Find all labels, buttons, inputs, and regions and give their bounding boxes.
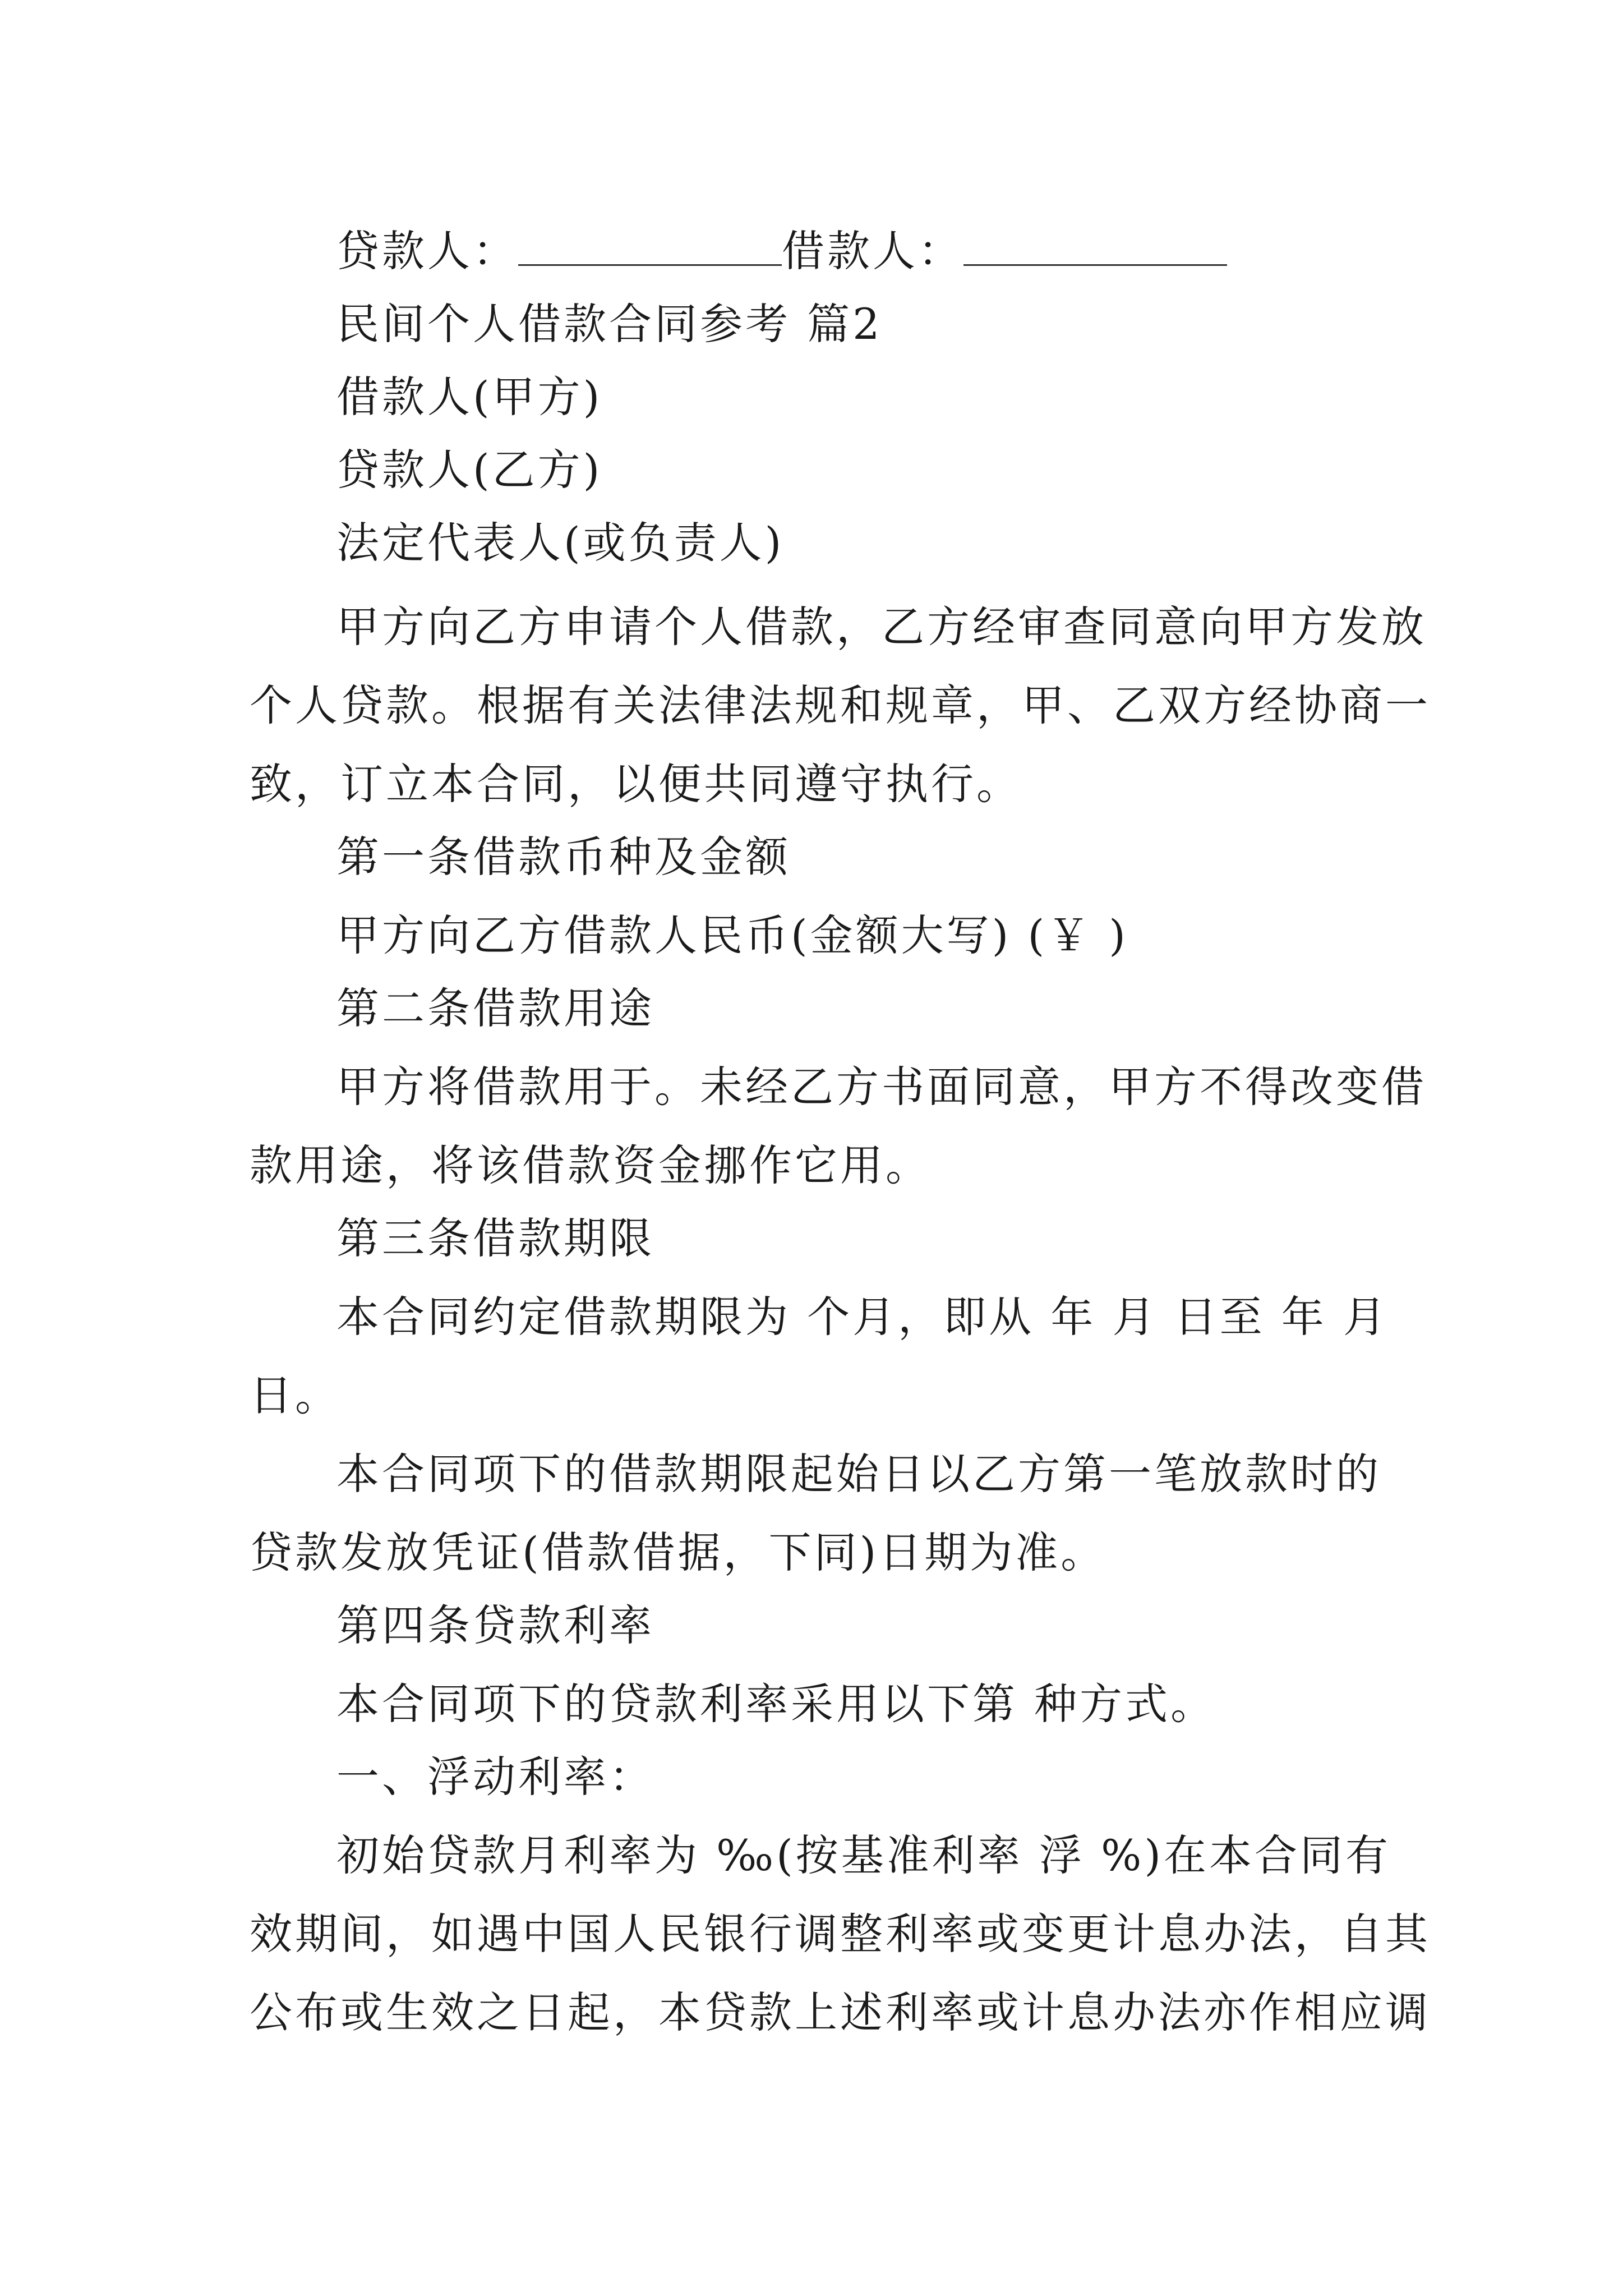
borrower-signature-label: 借款人： [782,226,963,276]
article-4-option-1: 一、浮动利率： [336,1752,654,1802]
article-2-line-1: 甲方将借款用于。未经乙方书面同意，甲方不得改变借 [336,1062,1427,1112]
lender-signature-blank [518,229,782,266]
signature-line [336,223,1402,279]
article-3-p1-line-1: 本合同约定借款期限为 个月，即从 年 月 日至 年 月 [336,1292,1389,1342]
article-4-heading: 第四条贷款利率 [336,1600,654,1650]
article-4-p-line-2: 效期间，如遇中国人民银行调整利率或变更计息办法，自其 [250,1909,1431,1959]
section-title: 民间个人借款合同参考 篇2 [336,299,883,349]
article-4-text: 本合同项下的贷款利率采用以下第 种方式。 [336,1679,1216,1729]
article-1-heading: 第一条借款币种及金额 [336,832,791,882]
intro-line-2: 个人贷款。根据有关法律法规和规章，甲、乙双方经协商一 [250,680,1431,730]
article-2-line-2: 款用途，将该借款资金挪作它用。 [250,1140,931,1190]
article-3-p2-line-2: 贷款发放凭证(借款借据，下同)日期为准。 [250,1527,1106,1577]
intro-line-3: 致，订立本合同，以便共同遵守执行。 [250,759,1022,809]
article-1-text: 甲方向乙方借款人民币(金额大写) (￥ ) [336,910,1128,960]
party-legal-representative: 法定代表人(或负责人) [336,518,785,568]
party-lender: 贷款人(乙方) [336,445,603,495]
article-2-heading: 第二条借款用途 [336,983,654,1033]
party-borrower: 借款人(甲方) [336,372,603,422]
borrower-signature-blank [963,229,1227,266]
article-4-p-line-3: 公布或生效之日起，本贷款上述利率或计息办法亦作相应调 [250,1987,1431,2037]
article-3-p2-line-1: 本合同项下的借款期限起始日以乙方第一笔放款时的 [336,1449,1381,1499]
article-3-p1-line-2: 日。 [250,1370,340,1420]
intro-line-1: 甲方向乙方申请个人借款，乙方经审查同意向甲方发放 [336,602,1427,652]
lender-signature-label: 贷款人： [336,226,518,276]
article-3-heading: 第三条借款期限 [336,1213,654,1263]
article-4-p-line-1: 初始贷款月利率为 ‰(按基准利率 浮 %)在本合同有 [336,1830,1391,1880]
